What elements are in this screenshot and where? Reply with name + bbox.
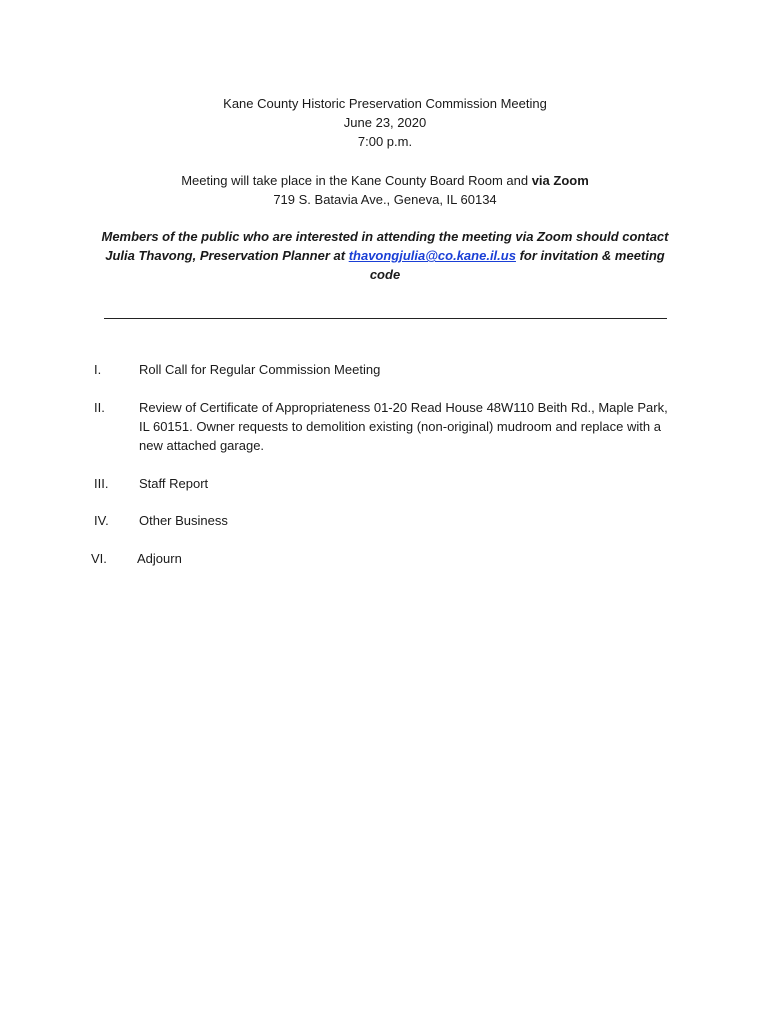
agenda-text: Adjourn: [137, 551, 182, 566]
agenda-number: VI.: [91, 551, 107, 566]
agenda-number: IV.: [94, 513, 109, 528]
email-link[interactable]: thavongjulia@co.kane.il.us: [348, 248, 516, 263]
agenda-text: Staff Report: [139, 476, 209, 491]
agenda-text: Review of Certificate of Appropriateness 01-20 Read House 48W110 Beith Rd., Maple Park, IL 60151. Owner requests to demolition existing (non-original) mudroom and replace with a new attached garage.: [139, 400, 668, 453]
agenda-number: III.: [94, 476, 109, 491]
public-notice: [92, 227, 678, 284]
meeting-header: [0, 94, 770, 151]
agenda-number: II.: [94, 400, 105, 415]
notice-text-before: Members of the public who are interested in attending the meeting via Zoom should contact Julia Thavong, Preservation Planner at: [101, 229, 669, 263]
meeting-address: 719 S. Batavia Ave., Geneva, IL 60134: [273, 192, 497, 207]
divider: [104, 318, 667, 319]
agenda-number: I.: [94, 362, 102, 377]
location-prefix: Meeting will take place in the Kane County Board Room and: [181, 173, 532, 188]
meeting-time: 7:00 p.m.: [357, 134, 413, 149]
agenda-text: Roll Call for Regular Commission Meeting: [139, 362, 381, 377]
location-line: [0, 171, 770, 190]
meeting-date: June 23, 2020: [343, 115, 427, 130]
location-zoom: via Zoom: [531, 173, 589, 188]
meeting-title: Kane County Historic Preservation Commission Meeting: [223, 96, 547, 111]
meeting-location: [0, 171, 770, 209]
agenda-text: Other Business: [139, 513, 228, 528]
notice-text-after: for invitation & meeting code: [369, 248, 665, 282]
